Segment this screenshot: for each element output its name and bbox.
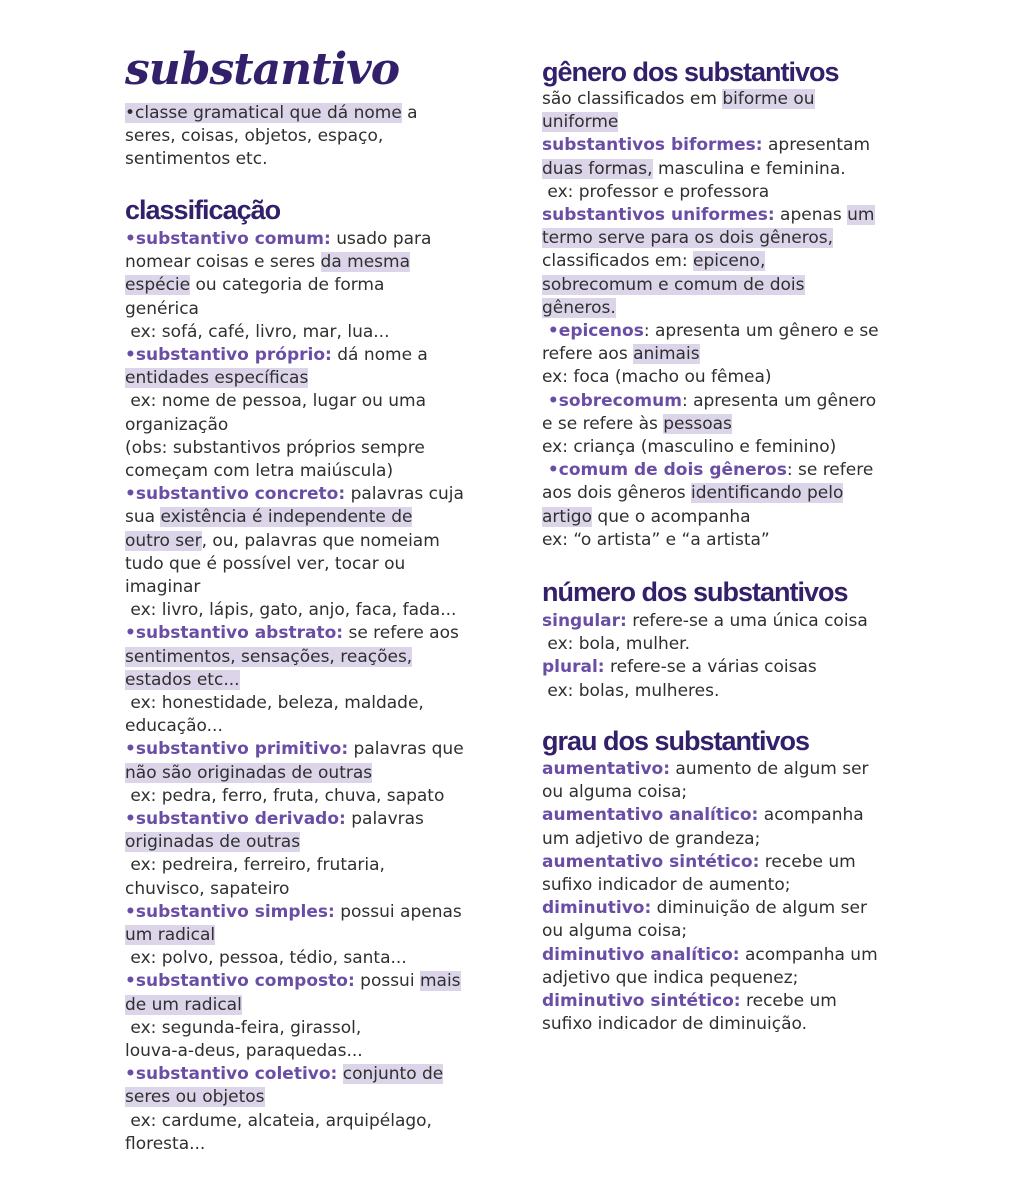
term-label: diminutivo analítico: bbox=[542, 944, 740, 965]
text-line bbox=[125, 993, 242, 1017]
highlighted-text: estados etc... bbox=[125, 669, 240, 690]
highlighted-text: seres ou objetos bbox=[125, 1087, 265, 1108]
text-line bbox=[542, 458, 873, 482]
text-segment: ex: bola, mulher. bbox=[542, 634, 691, 655]
text-line bbox=[125, 459, 393, 483]
highlighted-text: •classe gramatical que dá nome bbox=[125, 103, 402, 123]
text-line bbox=[542, 528, 770, 552]
text-line bbox=[125, 529, 440, 553]
text-segment: : se refere bbox=[786, 460, 874, 481]
highlighted-text: termo serve para os dois gêneros, bbox=[542, 228, 834, 249]
text-segment: possui apenas bbox=[334, 901, 462, 922]
text-line bbox=[125, 505, 412, 529]
text-line bbox=[542, 505, 751, 529]
text-segment: ou categoria de forma bbox=[190, 275, 385, 296]
text-line bbox=[542, 296, 616, 320]
text-line bbox=[542, 226, 833, 250]
term-label: aumentativo: bbox=[542, 759, 671, 779]
text-segment: que o acompanha bbox=[592, 506, 751, 527]
text-line bbox=[125, 124, 383, 148]
term-label: •sobrecomum bbox=[542, 390, 682, 411]
text-line bbox=[542, 896, 867, 920]
text-line bbox=[125, 320, 389, 344]
term-label: diminutivo: bbox=[542, 898, 652, 919]
highlighted-text: sentimentos, sensações, reações, bbox=[125, 646, 413, 667]
text-line bbox=[125, 621, 459, 645]
text-segment: floresta... bbox=[125, 1133, 206, 1154]
text-segment: começam com letra maiúscula) bbox=[125, 461, 394, 481]
text-line bbox=[125, 366, 308, 390]
term-label: singular: bbox=[542, 611, 627, 631]
text-line bbox=[125, 1109, 432, 1133]
term-label: plural: bbox=[542, 657, 605, 678]
highlighted-text: artigo bbox=[542, 506, 592, 527]
text-segment: acompanha bbox=[758, 805, 864, 826]
text-segment: ex: “o artista” e “a artista” bbox=[542, 529, 770, 550]
text-line bbox=[542, 273, 805, 297]
text-line bbox=[542, 943, 878, 967]
text-line bbox=[542, 780, 687, 804]
text-line bbox=[125, 761, 372, 785]
highlighted-text: entidades específicas bbox=[125, 368, 309, 389]
text-line bbox=[125, 389, 426, 413]
term-label: •substantivo primitivo: bbox=[125, 739, 349, 760]
text-line bbox=[125, 1062, 443, 1086]
text-line bbox=[542, 157, 846, 181]
highlighted-text: duas formas, bbox=[542, 158, 653, 179]
text-line bbox=[542, 989, 837, 1013]
highlighted-text: biforme ou bbox=[722, 89, 815, 109]
term-label: •substantivo derivado: bbox=[125, 809, 346, 829]
text-segment: genérica bbox=[125, 298, 199, 319]
text-segment: ex: cardume, alcateia, arquipélago, bbox=[125, 1110, 432, 1131]
text-segment: e se refere às bbox=[542, 413, 664, 434]
term-label: •substantivo simples: bbox=[125, 901, 335, 922]
text-segment: ex: criança (masculino e feminino) bbox=[542, 437, 837, 457]
text-line bbox=[542, 827, 760, 851]
text-line bbox=[125, 552, 405, 576]
text-line bbox=[125, 969, 461, 993]
term-label: •substantivo abstrato: bbox=[125, 623, 344, 644]
text-line bbox=[542, 203, 875, 227]
text-line bbox=[542, 389, 876, 413]
classificacao-heading: classificação bbox=[125, 195, 281, 225]
text-segment: ex: sofá, café, livro, mar, lua... bbox=[125, 321, 390, 342]
text-line bbox=[542, 919, 687, 943]
text-line bbox=[125, 147, 267, 171]
highlighted-text: não são originadas de outras bbox=[125, 762, 373, 783]
text-segment: aos dois gêneros bbox=[542, 483, 692, 504]
text-line bbox=[542, 110, 618, 134]
highlighted-text: animais bbox=[633, 344, 700, 365]
text-line bbox=[125, 668, 240, 692]
text-segment: possui bbox=[354, 971, 420, 992]
text-segment: ou alguma coisa; bbox=[542, 921, 688, 942]
text-segment: sufixo indicador de aumento; bbox=[542, 875, 791, 895]
highlighted-text: existência é independente de bbox=[160, 507, 413, 528]
text-segment: ex: livro, lápis, gato, anjo, faca, fada... bbox=[125, 600, 457, 621]
text-segment: imaginar bbox=[125, 577, 201, 597]
text-line bbox=[125, 343, 428, 367]
highlighted-text: conjunto de bbox=[342, 1064, 444, 1085]
text-line bbox=[542, 435, 836, 459]
highlighted-text: pessoas bbox=[663, 413, 732, 434]
text-segment: usado para bbox=[330, 229, 432, 249]
text-segment: dá nome a bbox=[331, 345, 428, 365]
text-line bbox=[125, 482, 464, 506]
text-segment: (obs: substantivos próprios sempre bbox=[125, 437, 425, 458]
term-label: •substantivo composto: bbox=[125, 971, 355, 992]
text-line bbox=[542, 803, 864, 827]
text-line bbox=[125, 436, 425, 460]
text-line bbox=[542, 1012, 807, 1036]
text-segment: ex: professor e professora bbox=[542, 181, 770, 202]
text-line bbox=[542, 249, 765, 273]
text-line bbox=[125, 923, 215, 947]
text-line bbox=[125, 691, 424, 715]
text-line bbox=[125, 645, 412, 669]
text-segment: palavras cuja bbox=[345, 484, 464, 505]
text-segment bbox=[337, 1064, 342, 1084]
text-segment: , ou, palavras que nomeiam bbox=[201, 530, 440, 551]
highlighted-text: mais bbox=[419, 971, 461, 992]
term-label: diminutivo sintético: bbox=[542, 991, 741, 1011]
term-label: •epicenos bbox=[542, 321, 644, 341]
text-line bbox=[125, 1039, 363, 1063]
text-line bbox=[542, 609, 868, 633]
text-line bbox=[125, 714, 223, 738]
term-label: •substantivo coletivo: bbox=[125, 1064, 338, 1085]
term-label: •comum de dois gêneros bbox=[542, 460, 787, 481]
text-line bbox=[125, 575, 200, 599]
text-segment: refere-se a uma única coisa bbox=[626, 611, 868, 631]
text-line bbox=[125, 830, 300, 854]
text-line bbox=[125, 900, 462, 924]
text-segment: louva-a-deus, paraquedas... bbox=[125, 1041, 363, 1061]
text-line bbox=[125, 413, 228, 437]
text-segment: se refere aos bbox=[343, 623, 459, 644]
text-segment: um adjetivo de grandeza; bbox=[542, 828, 761, 849]
text-segment: refere-se a várias coisas bbox=[604, 657, 817, 678]
text-line bbox=[542, 133, 870, 157]
text-line bbox=[542, 180, 769, 204]
text-segment: classificados em: bbox=[542, 251, 693, 272]
text-segment: recebe um bbox=[759, 851, 856, 872]
term-label: substantivos biformes: bbox=[542, 135, 763, 156]
text-segment: ex: nome de pessoa, lugar ou uma bbox=[125, 391, 427, 412]
text-segment: são classificados em bbox=[542, 89, 723, 109]
text-line bbox=[542, 87, 815, 111]
text-line bbox=[542, 655, 817, 679]
text-segment: sentimentos etc. bbox=[125, 149, 268, 170]
text-line bbox=[125, 598, 456, 622]
text-line bbox=[542, 365, 772, 389]
text-line bbox=[125, 1016, 361, 1040]
highlighted-text: sobrecomum e comum de dois bbox=[542, 274, 805, 295]
text-line bbox=[125, 101, 418, 125]
highlighted-text: da mesma bbox=[320, 252, 410, 273]
highlighted-text: epiceno, bbox=[693, 251, 766, 272]
highlighted-text: de um radical bbox=[125, 994, 242, 1015]
text-segment: ex: honestidade, beleza, maldade, bbox=[125, 693, 424, 713]
text-line bbox=[125, 807, 424, 831]
text-segment: masculina e feminina. bbox=[652, 158, 846, 179]
text-line bbox=[125, 1132, 205, 1156]
highlighted-text: gêneros. bbox=[542, 297, 616, 318]
text-line bbox=[125, 250, 410, 274]
page-title: substantivo bbox=[125, 44, 400, 95]
highlighted-text: outro ser bbox=[125, 530, 202, 551]
text-line bbox=[542, 850, 856, 874]
text-segment: educação... bbox=[125, 716, 223, 737]
term-label: •substantivo concreto: bbox=[125, 484, 346, 505]
text-line bbox=[125, 227, 431, 251]
text-segment: apresentam bbox=[762, 135, 870, 156]
text-segment: sufixo indicador de diminuição. bbox=[542, 1014, 808, 1035]
highlighted-text: espécie bbox=[125, 275, 191, 296]
text-segment: nomear coisas e seres bbox=[125, 252, 321, 273]
text-line bbox=[542, 679, 719, 703]
text-segment: : apresenta um gênero e se bbox=[643, 321, 879, 341]
text-segment: seres, coisas, objetos, espaço, bbox=[125, 126, 384, 147]
text-segment: acompanha um bbox=[739, 944, 878, 965]
text-line bbox=[542, 412, 732, 436]
text-segment: ex: foca (macho ou fêmea) bbox=[542, 367, 772, 388]
highlighted-text: identificando pelo bbox=[691, 483, 844, 504]
highlighted-text: um bbox=[847, 205, 875, 225]
text-line bbox=[542, 481, 843, 505]
highlighted-text: uniforme bbox=[542, 112, 619, 133]
text-segment: refere aos bbox=[542, 344, 634, 365]
text-line bbox=[542, 319, 879, 343]
genero-heading: gênero dos substantivos bbox=[542, 57, 839, 87]
text-segment: organização bbox=[125, 414, 229, 435]
text-segment: adjetivo que indica pequenez; bbox=[542, 967, 799, 988]
text-line bbox=[542, 873, 790, 897]
text-segment: ex: bolas, mulheres. bbox=[542, 680, 720, 701]
text-segment: ex: polvo, pessoa, tédio, santa... bbox=[125, 948, 407, 969]
text-segment: ou alguma coisa; bbox=[542, 782, 688, 803]
text-line bbox=[125, 737, 464, 761]
term-label: substantivos uniformes: bbox=[542, 205, 775, 225]
text-segment: a bbox=[401, 103, 418, 123]
term-label: aumentativo analítico: bbox=[542, 805, 759, 826]
highlighted-text: um radical bbox=[125, 925, 216, 945]
term-label: •substantivo próprio: bbox=[125, 345, 332, 365]
text-line bbox=[125, 946, 407, 970]
text-line bbox=[125, 784, 444, 808]
text-segment: ex: segunda-feira, girassol, bbox=[125, 1017, 362, 1038]
text-segment: tudo que é possível ver, tocar ou bbox=[125, 553, 406, 574]
term-label: •substantivo comum: bbox=[125, 229, 331, 249]
highlighted-text: originadas de outras bbox=[125, 832, 301, 853]
text-line bbox=[125, 877, 289, 901]
text-line bbox=[125, 853, 385, 877]
numero-heading: número dos substantivos bbox=[542, 577, 848, 607]
text-segment: diminuição de algum ser bbox=[651, 898, 867, 919]
text-segment: recebe um bbox=[740, 991, 837, 1011]
text-line bbox=[125, 1085, 265, 1109]
text-segment: ex: pedra, ferro, fruta, chuva, sapato bbox=[125, 785, 445, 806]
text-line bbox=[542, 966, 798, 990]
text-segment: aumento de algum ser bbox=[670, 759, 869, 779]
text-segment: : apresenta um gênero bbox=[681, 390, 877, 411]
text-segment: sua bbox=[125, 507, 161, 528]
text-line bbox=[542, 342, 700, 366]
grau-heading: grau dos substantivos bbox=[542, 726, 810, 756]
text-line bbox=[542, 632, 690, 656]
term-label: aumentativo sintético: bbox=[542, 851, 760, 872]
text-segment: ex: pedreira, ferreiro, frutaria, bbox=[125, 855, 385, 876]
text-line bbox=[125, 273, 384, 297]
text-line bbox=[125, 297, 199, 321]
text-segment: apenas bbox=[774, 205, 848, 225]
text-segment: palavras que bbox=[348, 739, 464, 760]
text-segment: chuvisco, sapateiro bbox=[125, 878, 290, 899]
text-line bbox=[542, 757, 869, 781]
text-segment: palavras bbox=[345, 809, 424, 829]
